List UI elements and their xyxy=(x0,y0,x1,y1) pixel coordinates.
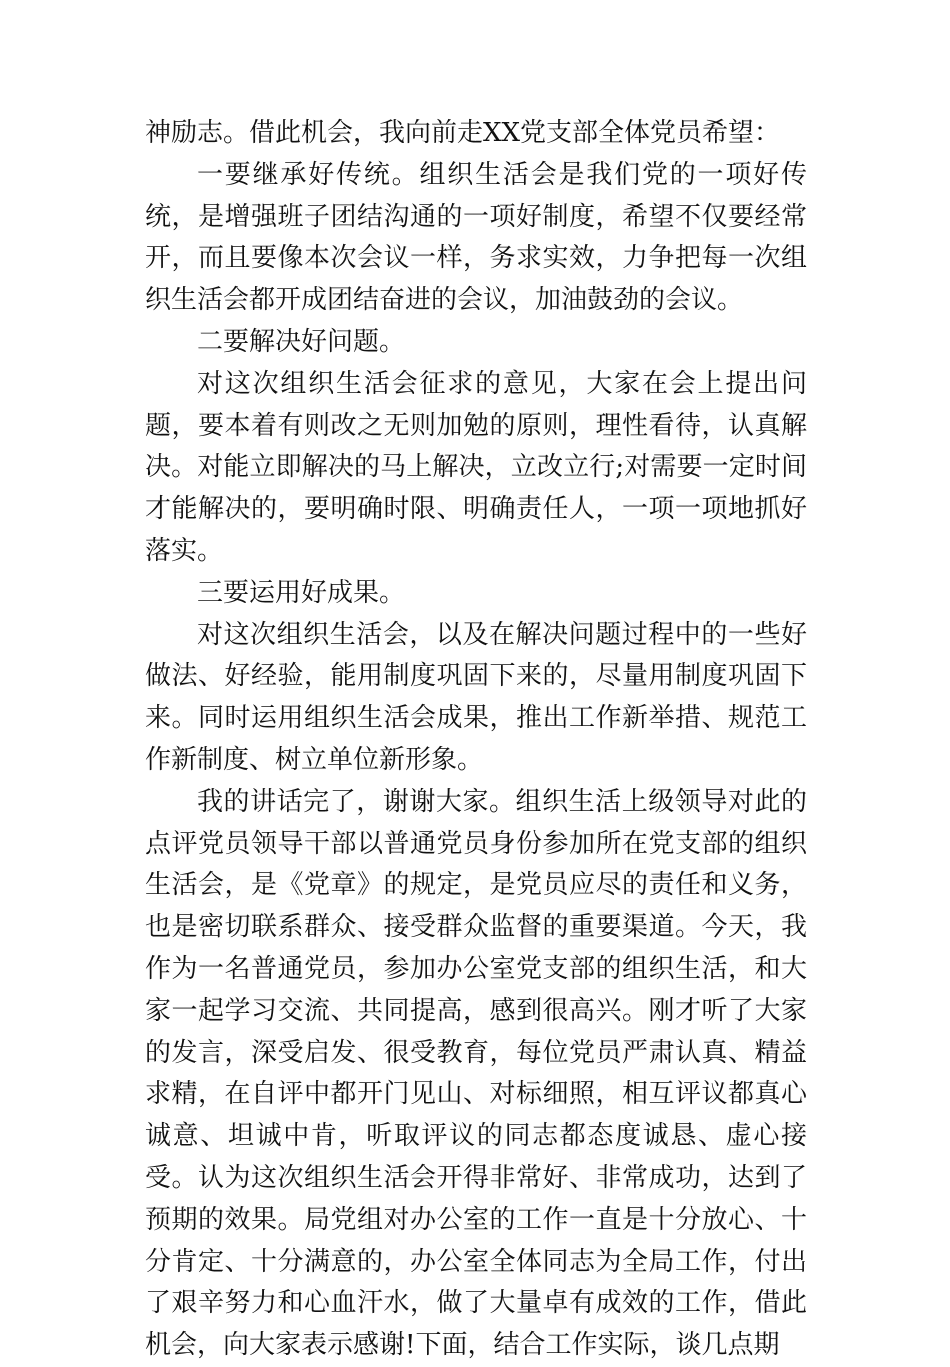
paragraph-point-one: 一要继承好传统。组织生活会是我们党的一项好传统，是增强班子团结沟通的一项好制度，希望不仅要经常开，而且要像本次会议一样，务求实效，力争把每一次组织生活会都开成团结奋进的会议，加油鼓劲的会议。 xyxy=(145,159,807,316)
document-body xyxy=(145,113,807,1367)
paragraph-point-two: 对这次组织生活会征求的意见，大家在会上提出问题，要本着有则改之无则加勉的原则，理性看待，认真解决。对能立即解决的马上解决，立改立行;对需要一定时间才能解决的，要明确时限、明确责任人，一项一项地抓好落实。 xyxy=(145,368,807,566)
paragraph-opening-line: 神励志。借此机会，我向前走XX党支部全体党员希望： xyxy=(145,118,781,148)
paragraph-heading-two: 二要解决好问题。 xyxy=(197,326,406,357)
paragraph-heading-three: 三要运用好成果。 xyxy=(197,577,406,608)
paragraph-point-three: 对这次组织生活会，以及在解决问题过程中的一些好做法、好经验，能用制度巩固下来的，尽量用制度巩固下来。同时运用组织生活会成果，推出工作新举措、规范工作新制度、树立单位新形象。 xyxy=(145,619,807,775)
paragraph-closing-remarks: 我的讲话完了，谢谢大家。组织生活上级领导对此的点评党员领导干部以普通党员身份参加所在党支部的组织生活会，是《党章》的规定，是党员应尽的责任和义务，也是密切联系群众、接受群众监督的重要渠道。今天，我作为一名普通党员，参加办公室党支部的组织生活，和大家一起学习交流、共同提高，感到很高兴。刚才听了大家的发言，深受启发、很受教育，每位党员严肃认真、精益求精，在自评中都开门见山、对标细照，相互评议都真心诚意、坦诚中肯，听取评议的同志都态度诚恳、虚心接受。认为这次组织生活会开得非常好、非常成功，达到了预期的效果。局党组对办公室的工作一直是十分放心、十分肯定、十分满意的，办公室全体同志为全局工作，付出了艰辛努力和心血汗水，做了大量卓有成效的工作，借此机会，向大家表示感谢!下面，结合工作实际，谈几点期 xyxy=(145,786,807,1361)
